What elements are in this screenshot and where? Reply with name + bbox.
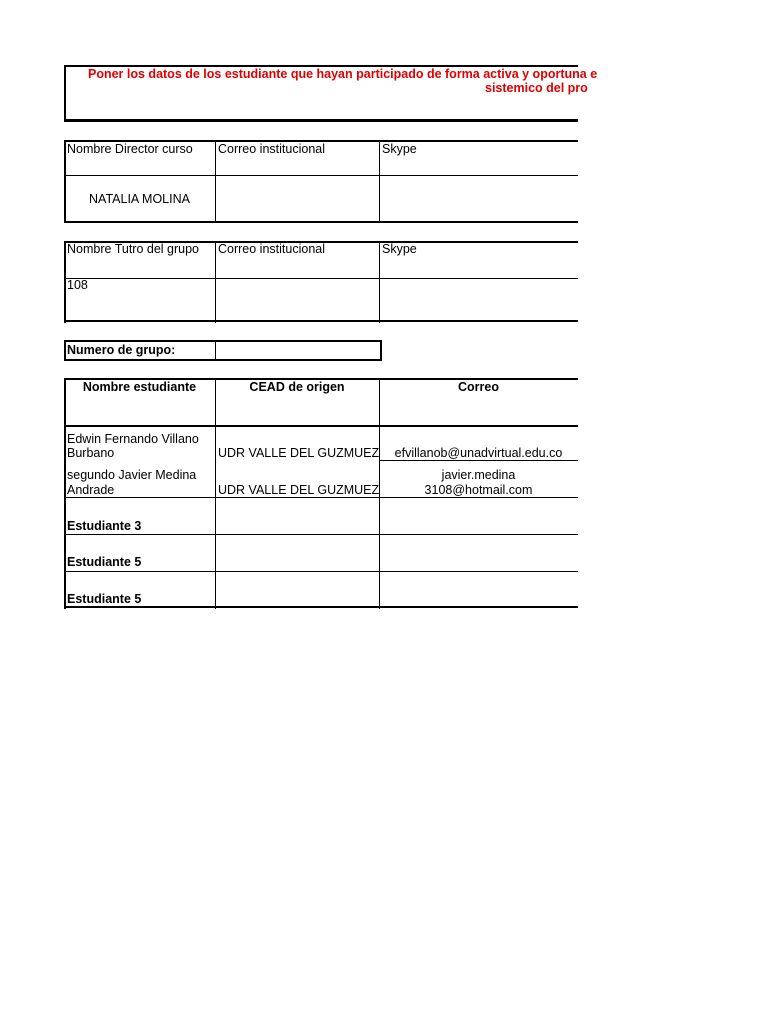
student-3-name-line2: Estudiante 3 xyxy=(67,519,142,533)
director-skype-header: Skype xyxy=(382,142,417,156)
student-2-name-line1: segundo Javier Medina xyxy=(67,468,197,482)
student-3-name-line1 xyxy=(65,504,69,506)
group-number-label: Numero de grupo: xyxy=(67,343,176,357)
student-5-name-line1 xyxy=(65,577,69,579)
tutor-email-header: Correo institucional xyxy=(218,242,325,256)
director-email-header: Correo institucional xyxy=(218,142,325,156)
tutor-name-value: 108 xyxy=(67,278,88,292)
student-5-email-line1 xyxy=(379,577,578,579)
student-1-name-line2: Burbano xyxy=(67,446,115,460)
student-1-cead: UDR VALLE DEL GUZMUEZ xyxy=(218,446,380,460)
director-name-header: Nombre Director curso xyxy=(67,142,193,156)
student-5-name-line2: Estudiante 5 xyxy=(67,592,142,606)
student-4-name-line2: Estudiante 5 xyxy=(67,555,142,569)
student-4-name-line1 xyxy=(65,540,69,542)
student-2-email-line2: 3108@hotmail.com xyxy=(424,483,533,497)
student-email-header: Correo xyxy=(458,380,499,394)
tutor-skype-header: Skype xyxy=(382,242,417,256)
student-3-cead xyxy=(216,518,220,520)
director-name-value: NATALIA MOLINA xyxy=(89,192,190,206)
student-3-email-line2 xyxy=(379,518,578,520)
student-5-cead xyxy=(216,591,220,593)
student-5-email-line2 xyxy=(379,591,578,593)
student-1-email-line1 xyxy=(379,431,578,433)
students-table xyxy=(64,378,578,609)
student-4-email-line1 xyxy=(379,540,578,542)
group-number-value xyxy=(216,342,220,344)
tutor-name-header: Nombre Tutro del grupo xyxy=(67,242,200,256)
tutor-email-value xyxy=(216,277,220,279)
group-number-row xyxy=(64,340,382,361)
student-2-email-line1: javier.medina xyxy=(441,468,516,482)
instruction-text-line2: sistemico del pro xyxy=(485,81,588,95)
student-name-header: Nombre estudiante xyxy=(82,380,197,394)
student-cead-header: CEAD de origen xyxy=(249,380,345,394)
student-3-email-line1 xyxy=(379,504,578,506)
student-1-name-line1: Edwin Fernando Villano xyxy=(67,432,199,446)
director-email-value xyxy=(216,191,220,193)
student-4-cead xyxy=(216,554,220,556)
tutor-table xyxy=(64,241,578,323)
instruction-banner xyxy=(64,65,598,122)
student-4-email-line2 xyxy=(379,554,578,556)
director-skype-value xyxy=(380,191,384,193)
director-table xyxy=(64,140,578,223)
instruction-text-line1: Poner los datos de los estudiante que hayan participado de forma activa y oportuna e xyxy=(88,67,598,81)
student-1-email-line2: efvillanob@unadvirtual.edu.co xyxy=(394,446,563,460)
student-2-cead: UDR VALLE DEL GUZMUEZ xyxy=(218,483,380,497)
tutor-skype-value xyxy=(380,277,384,279)
student-2-name-line2: Andrade xyxy=(67,483,115,497)
